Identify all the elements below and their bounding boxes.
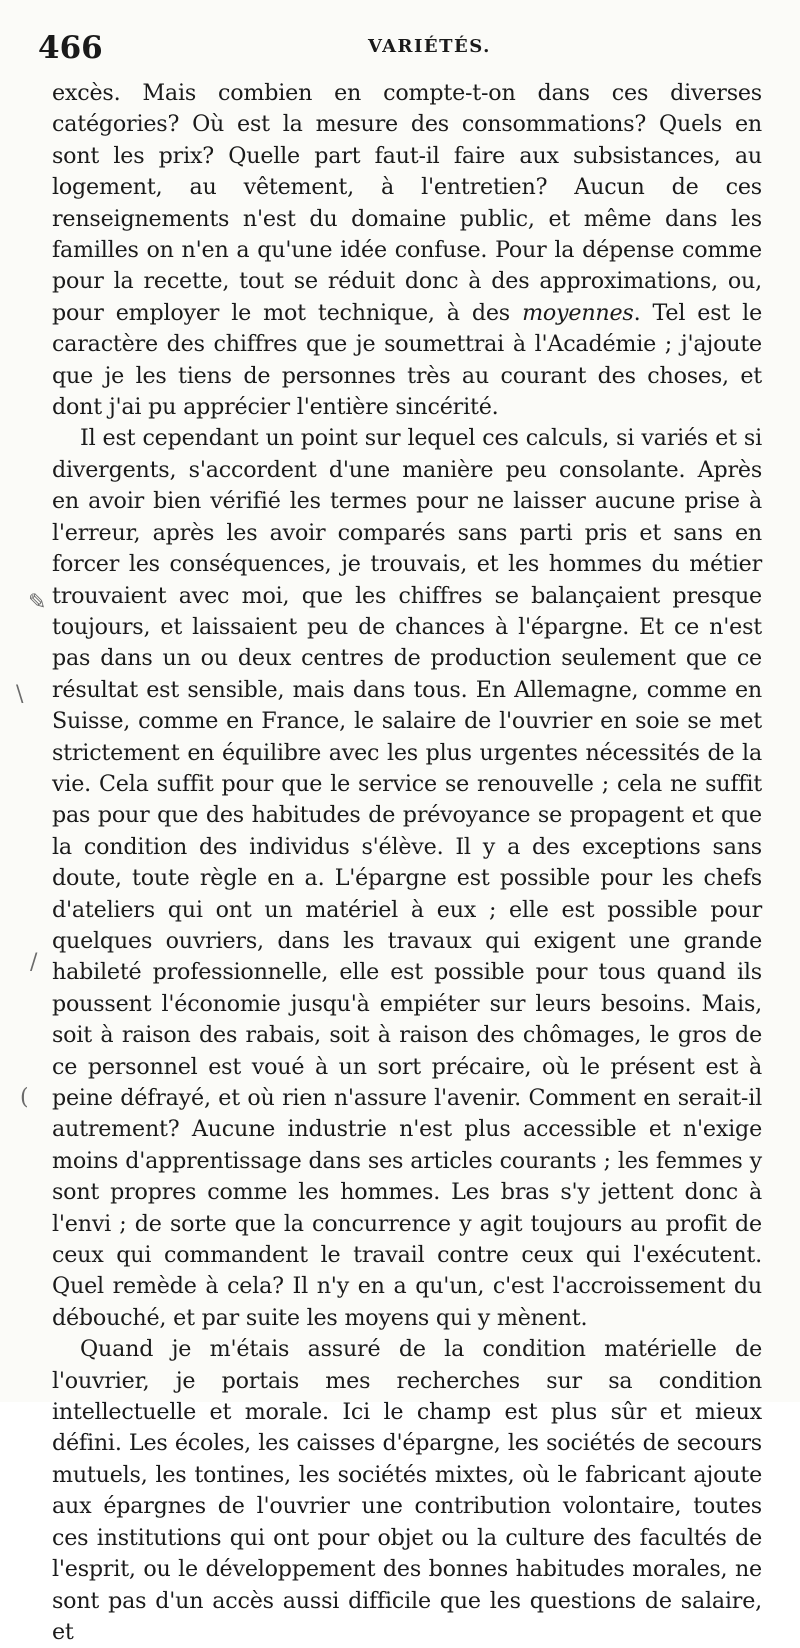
- paragraph-3: Quand je m'étais assuré de la condition matérielle de l'ouvrier, je portais mes recherches sur sa condition intellectuelle et morale. Ici le champ est plus sûr et mieux défini. Les écoles, les caisses d'épargne, les sociétés de secours mutuels, les tontines, les sociétés mixtes, où le fabricant ajoute aux épargnes de l'ouvrier une contribution volontaire, toutes ces institutions qui ont pour objet ou la culture des facultés de l'esprit, ou le développement des bonnes habitudes morales, ne sont pas d'un accès aussi difficile que les questions de salaire, et: [52, 1336, 762, 1645]
- page-number: 466: [38, 30, 103, 66]
- margin-bracket-mark: (: [20, 1085, 29, 1110]
- page-header: [38, 30, 762, 70]
- margin-pencil-mark: ✎: [28, 590, 47, 615]
- margin-slash-mark: /: [30, 950, 38, 975]
- paragraph-1-text-end: . Tel est le caractère des chiffres que je soumettrai à l'Académie ; j'ajoute que je les tiens de personnes très au courant des choses, et dont j'ai pu apprécier l'entière sincérité.: [52, 299, 763, 421]
- margin-tick-mark: \: [16, 682, 24, 707]
- emphasis-moyennes: moyennes: [522, 299, 634, 326]
- paragraph-2: Il est cependant un point sur lequel ces calculs, si variés et si divergents, s'accordent d'une manière peu consolante. Après en avoir bien vérifié les termes pour ne laisser aucune prise à l'erreur, après les avoir comparés sans parti pris et sans en forcer les conséquences, je trouvais, et les hommes du métier trouvaient avec moi, que les chiffres se balançaient presque toujours, et laissaient peu de chances à l'épargne. Et ce n'est pas dans un ou deux centres de production seulement que ce résultat est sensible, mais dans tous. En Allemagne, comme en Suisse, comme en France, le salaire de l'ouvrier en soie se met strictement en équilibre avec les plus urgentes nécessités de la vie. Cela suffit pour que le service se renouvelle ; cela ne suffit pas pour que des habitudes de prévoyance se propagent et que la condition des individus s'élève. Il y a des exceptions sans doute, toute règle en a. L'épargne est possible pour les chefs d'ateliers qui ont un matériel à eux ; elle est possible pour quelques ouvriers, dans les travaux qui exigent une grande habileté professionnelle, elle est possible pour tous quand ils poussent l'économie jusqu'à empiéter sur leurs besoins. Mais, soit à raison des rabais, soit à raison des chômages, le gros de ce personnel est voué à un sort précaire, où le présent est à peine défrayé, et où rien n'assure l'avenir. Comment en serait-il autrement? Aucune industrie n'est plus accessible et n'exige moins d'apprentissage dans ses articles courants ; les femmes y sont propres comme les hommes. Les bras s'y jettent donc à l'envi ; de sorte que la concurrence y agit toujours au profit de ceux qui commandent le travail contre ceux qui l'exécutent. Quel remède à cela? Il n'y en a qu'un, c'est l'accroissement du débouché, et par suite les moyens qui y mènent.: [52, 425, 762, 1331]
- paragraph-1-text-start: excès. Mais combien en compte-t-on dans ces diverses catégories? Où est la mesure des consommations? Quels en sont les prix? Quelle part faut-il faire aux subsistances, au logement, au vêtement, à l'entretien? Aucun de ces renseignements n'est du domaine public, et même dans les familles on n'en a qu'une idée confuse. Pour la dépense comme pour la recette, tout se réduit donc à des approximations, ou, pour employer le mot technique, à des: [52, 80, 762, 326]
- running-head: VARIÉTÉS.: [368, 36, 491, 57]
- paragraph-1: [52, 78, 762, 423]
- body-text: [52, 78, 762, 1648]
